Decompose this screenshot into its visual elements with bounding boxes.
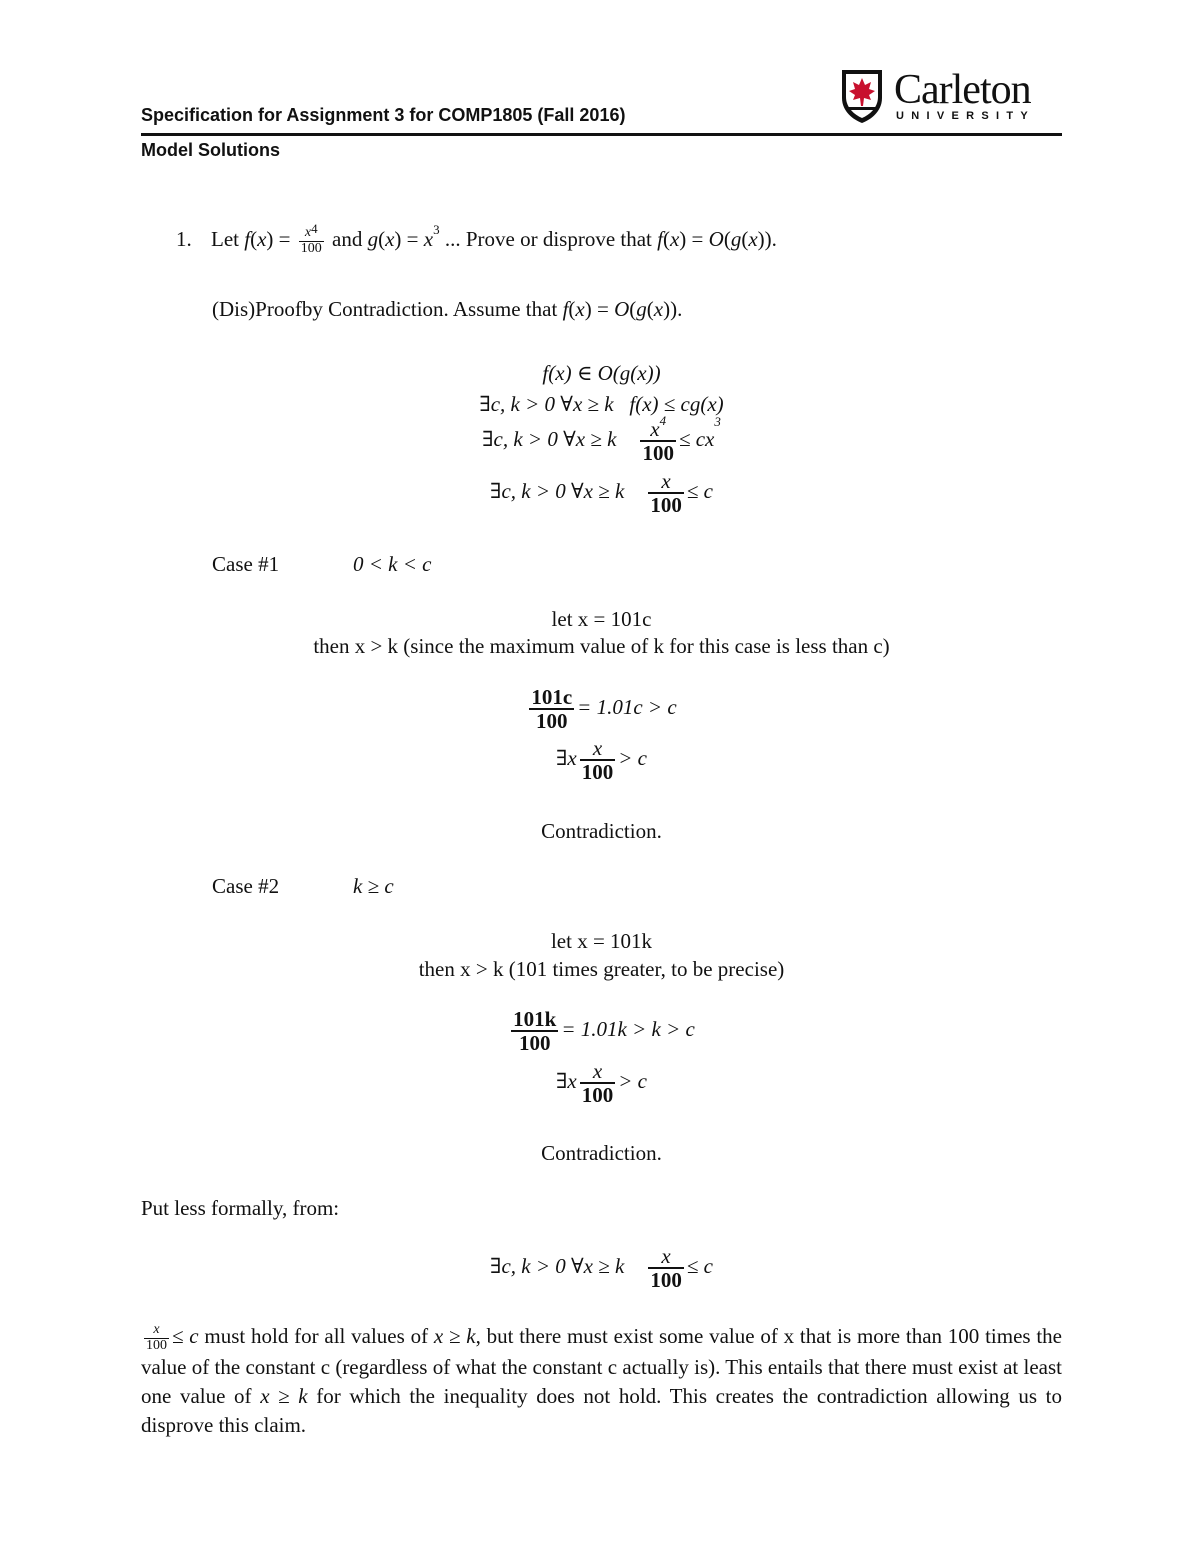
case-1-condition: 0 < k < c xyxy=(353,552,432,576)
fraction-denominator: 100 xyxy=(642,441,674,466)
equation-rhs: = 1.01c > c xyxy=(577,694,677,719)
equation-line-1 xyxy=(141,392,1062,417)
inequality: > c xyxy=(618,1068,647,1093)
exists-x: ∃x xyxy=(556,745,577,770)
fraction xyxy=(580,737,616,783)
fraction-denominator: 100 xyxy=(650,493,682,518)
case-2-equation-1 xyxy=(141,1008,1062,1054)
fraction xyxy=(529,686,574,732)
exists-prefix: ∃c, k > 0 ∀x ≥ k xyxy=(490,478,625,503)
conclusion-paragraph xyxy=(141,1322,1062,1440)
fraction xyxy=(648,1245,684,1291)
shield-icon xyxy=(840,68,884,124)
logo-university: UNIVERSITY xyxy=(896,110,1036,122)
equation-rhs: = 1.01k > k > c xyxy=(561,1016,695,1041)
exists-x: ∃x xyxy=(556,1068,577,1093)
equation-big-o: f(x) ∈ O(g(x)) xyxy=(542,361,661,385)
logo-wordmark: Carleton xyxy=(894,67,1031,113)
fraction-numerator: x xyxy=(648,470,684,494)
fraction-numerator: 101k xyxy=(513,1007,557,1031)
question-let: Let xyxy=(211,227,239,251)
case-2-equation-2 xyxy=(141,1060,1062,1106)
question-1: 1. Let f(x) = $\frac{x^4}{100}$ and $g(x) = x^3$ ... Prove or disprove that f(x) = O(g(x)). xyxy=(176,221,777,256)
fraction-numerator: x xyxy=(648,1245,684,1269)
informal-equation xyxy=(141,1245,1062,1291)
fraction xyxy=(580,1060,616,1106)
informal-intro: Put less formally, from: xyxy=(141,1196,340,1220)
fraction: $\frac{x^4}{100}$ xyxy=(642,413,674,466)
fraction xyxy=(511,1008,558,1054)
fraction-numerator: x xyxy=(144,1323,169,1339)
fraction-denominator: 100 xyxy=(146,1337,167,1353)
inequality: ≤ c xyxy=(686,1253,713,1278)
case-1-equation-2 xyxy=(141,737,1062,783)
conclusion-text: for which the inequality does not hold. This creates the contradiction allowing us to disprove this claim. xyxy=(141,1384,1063,1438)
fraction-denominator: 100 xyxy=(519,1031,551,1056)
fraction-denominator: 100 xyxy=(581,1083,614,1108)
case-1-label: Case #1 xyxy=(212,552,280,576)
case-2-then: then x > k (101 times greater, to be precise) xyxy=(418,957,785,981)
inequality: ≤ c xyxy=(172,1324,199,1348)
fraction-numerator: x xyxy=(580,1060,616,1084)
fraction-numerator: x xyxy=(650,417,660,441)
document-subtitle: Model Solutions xyxy=(141,140,280,160)
case-1-contradiction: Contradiction. xyxy=(541,819,662,843)
proof-intro: (Dis)Proofby Contradiction. Assume that f(x) = O(g(x)). xyxy=(212,297,683,321)
case-1-equation-1 xyxy=(141,686,1062,732)
question-number: 1. xyxy=(176,227,192,251)
case-1-then: then x > k (since the maximum value of k for this case is less than c) xyxy=(313,634,890,658)
proof-intro-text: (Dis)Proofby Contradiction. Assume that xyxy=(212,297,558,321)
question-and: and xyxy=(332,227,363,251)
fraction-numerator: x xyxy=(580,737,616,761)
case-2-contradiction: Contradiction. xyxy=(541,1141,662,1165)
fraction xyxy=(648,470,684,516)
inequality: > c xyxy=(618,745,647,770)
carleton-logo xyxy=(840,68,1060,126)
conclusion-text: , but there must exist some value of x that is more than 100 times the value of the constant c (regardless of what the constant c actually is). This entails that there must exist at least one value of xyxy=(141,1324,1062,1409)
inline-math: x ≥ k xyxy=(433,1324,476,1348)
fraction-denominator: 100 xyxy=(581,760,614,785)
exists-prefix: ∃c, k > 0 ∀x ≥ k xyxy=(479,392,614,416)
case-2-condition: k ≥ c xyxy=(353,874,394,898)
inequality: ≤ c xyxy=(686,478,713,503)
conclusion-text: must hold for all values of xyxy=(204,1324,429,1348)
exists-prefix: ∃c, k > 0 ∀x ≥ k xyxy=(482,426,617,451)
inequality: ≤ cx xyxy=(678,426,715,451)
equation-line-3 xyxy=(141,470,1062,516)
fraction-denominator: 100 xyxy=(536,709,568,734)
case-2-let: let x = 101k xyxy=(550,929,653,953)
header-rule xyxy=(141,133,1062,136)
fraction xyxy=(144,1323,169,1353)
question-prove: ... Prove or disprove that xyxy=(444,227,652,251)
case-1-let: let x = 101c xyxy=(551,607,652,631)
inequality: f(x) ≤ cg(x) xyxy=(629,392,724,416)
inline-math: x ≥ k xyxy=(260,1384,308,1409)
equation-line-2: ∃c, k > 0 ∀x ≥ k $\frac{x^4}{100}$ ≤ $cx^3$ xyxy=(482,413,721,466)
exists-prefix: ∃c, k > 0 ∀x ≥ k xyxy=(490,1253,625,1278)
fraction-numerator: 101c xyxy=(531,685,573,709)
fraction-denominator: 100 xyxy=(650,1268,682,1293)
case-2-label: Case #2 xyxy=(212,874,280,898)
document-title: Specification for Assignment 3 for COMP1805 (Fall 2016) xyxy=(141,105,626,125)
fraction: $\frac{x^4}{100}$ xyxy=(300,221,322,256)
